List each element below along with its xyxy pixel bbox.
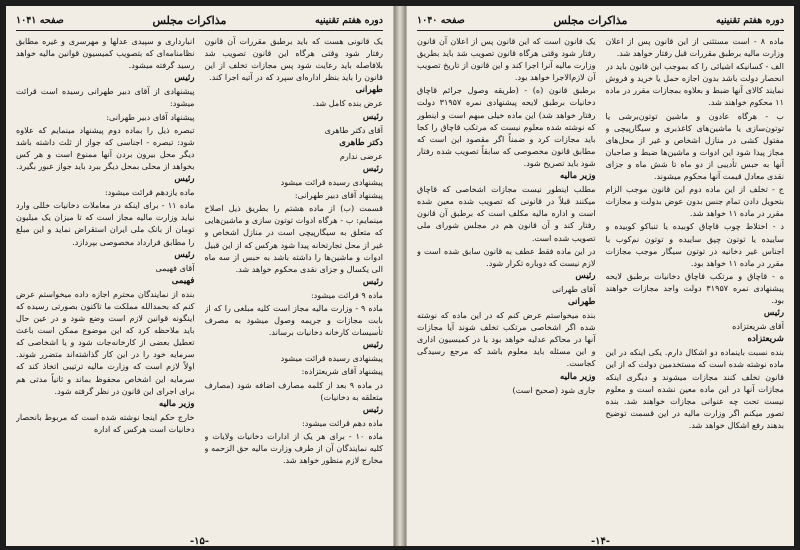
transcript-paragraph: عرضی ندارم (339, 150, 383, 161)
speaker-name: رئیس (763, 308, 784, 319)
transcript-paragraph: ماده ۱۰ - برای هر یک از ادارات دخانیات ولایات و کلیه نمایندگان آن از طرف وزارت مالیه حق الزحمه و مخارج لازم منظور خواهد شد. (204, 430, 383, 466)
left-page (6, 6, 394, 546)
transcript-paragraph: بنده از نمایندگان محترم اجازه داده میخواستم عرض کنم که بحمدالله مملکت ما تاکنون بصورتی رسیده که اینگونه قوانین لازم است وضع شود و در عین حال باید ملاحظه کرد که این موضوع ممکن است باعث تعطیل بعضی از کارخانه‌جات شود و یا اشخاصی که سرمایه خود را در این کار گذاشته‌اند متضرر شوند. اولاً لازم است که وزارت مالیه ترتیبی اتخاذ کند که سرمایه این اشخاص محفوظ بماند و ثانیاً مدتی هم برای اجرای این قانون در نظر گرفته شود. (16, 288, 195, 396)
page-footer-number: -۱۴- (590, 536, 611, 546)
transcript-paragraph: پیشنهادی رسیده قرائت میشود (280, 177, 383, 188)
transcript-paragraph: بنده میخواستم عرض کنم که در این ماده که نوشته شده اگر اشخاصی مرتکب تخلف شوند آیا مجازات آنها در محاکم عدلیه خواهد بود یا در کمیسیون اداری و این مسئله باید معلوم باشد که مرجع رسیدگی کجاست. (417, 310, 596, 369)
transcript-paragraph: پیشنهادی از آقای دبیر طهرانی رسیده است قرائت میشود: (16, 86, 195, 109)
journal-title: مذاکرات مجلس (152, 13, 227, 27)
speaker-name: وزیر مالیه (560, 171, 596, 182)
transcript-paragraph: ماده ۸ - است مستثنی از این قانون پس از اعلان وزارت مالیه برطبق مقررات قبل رفتار خواهد شد. (605, 36, 784, 59)
transcript-paragraph: در این ماده فقط عطف به قانون سابق شده است و لازم نیست که دوباره تکرار شود. (417, 245, 596, 268)
speaker-name: فهیمی (171, 275, 195, 286)
transcript-paragraph: پیشنهاد آقای دبیر طهرانی: (294, 190, 383, 201)
page-header (16, 12, 383, 31)
transcript-paragraph: پیشنهاد آقای شریعتزاده: (301, 366, 383, 377)
session-label: دوره هفتم تقنینیه (314, 14, 383, 26)
transcript-paragraph: پیشنهاد آقای دبیر طهرانی: (106, 111, 195, 122)
left-page-right-column (205, 35, 384, 535)
right-page-right-column (606, 35, 785, 535)
transcript-paragraph: ماده ۱۱ - برای اینکه در معاملات دخانیات خللی وارد نیاید وزارت مالیه مجاز است که تا میزان یک میلیون تومان از بانک ملی ایران استقراض نماید و این مبلغ را مطابق قرارداد مخصوصی بپردازد. (16, 200, 195, 247)
speaker-name: طهرانی (355, 85, 383, 96)
transcript-paragraph: ماده دهم قرائت میشود: (302, 417, 383, 428)
speaker-name: طهرانی (568, 296, 596, 307)
page-footer-number: -۱۵- (189, 536, 210, 546)
transcript-paragraph: آقای فهیمی (155, 262, 195, 273)
speaker-name: شریعتزاده (747, 334, 784, 345)
speaker-name: رئیس (174, 249, 195, 260)
right-page (406, 6, 794, 546)
page-header (417, 12, 784, 31)
transcript-paragraph: تبصره ذیل را بماده دوم پیشنهاد مینمایم که علاوه شود: تبصره - اجناسی که جواز از ثلث داشته باشد دیگر محل بیرون بردن آنها ممنوع است و هر کس بخواهد از محلی بمحل دیگر ببرد باید جواز عبور بگیرد. (16, 124, 195, 171)
transcript-paragraph: عرض بنده کامل شد. (312, 98, 383, 109)
speaker-name: رئیس (362, 111, 383, 122)
page-number-label: صفحه ۱۰۴۱ (16, 14, 64, 26)
speaker-name: رئیس (362, 163, 383, 174)
transcript-paragraph: ه - قاچاق و مرتکب قاچاق دخانیات برطبق لایحه پیشنهادی نمره ۳۱۹۵۷ دولت واجد مجازات خواهند بود. (605, 270, 784, 305)
transcript-paragraph: جاری شود (صحیح است) (512, 384, 596, 395)
transcript-paragraph: انبارداری و سپیدی عدلها و مهرسری و غیره مطابق نظامنامه‌ای که بتصویب کمیسیون قوانین مالیه خواهد رسید گرفته میشود. (16, 36, 195, 71)
transcript-paragraph: ماده ۹ - وزارت مالیه مجاز است کلیه مبلغی را که از بابت مجازات و جریمه وصول میشود به مصرف تأسیسات کارخانه دخانیات برساند. (204, 302, 383, 338)
speaker-name: رئیس (174, 73, 195, 84)
speaker-name: رئیس (362, 404, 383, 415)
transcript-paragraph: بنده نسبت باینماده دو اشکال دارم. یکی اینکه در این ماده نوشته شده است که مستخدمین دولت که از این قانون تخلف کنند مجازات میشوند و دیگری اینکه مجازات آنها در این ماده معین نشده است و معلوم نیست تحت چه عنوانی مجازات خواهند شد. بنده تصور میکنم اگر وزارت مالیه در این قسمت توضیح بدهند رفع اشکال خواهد شد. (605, 347, 784, 430)
journal-title: مذاکرات مجلس (553, 13, 628, 27)
speaker-name: رئیس (575, 270, 596, 281)
transcript-paragraph: برطبق قانون (ه) - (طریقه وصول جرائم قاچاق دخانیات برطبق لایحه پیشنهادی نمره ۳۱۹۵۷ دولت رفتار خواهد شد) این ماده خیلی مبهم است و اینطور که نوشته شده معلوم نیست که مرتکب قاچاق را کجا باید مجازات کرد و ضمناً اگر مقصود این است که مطابق قانون مخصوصی که سابقاً تصویب شده رفتار شود باید تصریح شود. (417, 85, 596, 168)
right-page-left-column (417, 35, 596, 535)
transcript-paragraph: آقای شریعتزاده (732, 321, 784, 332)
speaker-name: وزیر مالیه (159, 398, 195, 409)
left-page-left-column (16, 35, 195, 535)
transcript-paragraph: د - اختلاط چوب قاچاق کوبیده یا تنباکو کوبیده و ساییده یا توتون چپق ساییده و توتون نم‌کوب با اجناس غیر دخانیه در توتون سیگار موجب مجازات مقرر در ماده ۱۱ خواهد بود. (605, 221, 784, 268)
transcript-paragraph: آقای طهرانی (552, 283, 596, 294)
transcript-paragraph: ب - هرگاه عادون و ماشین توتون‌برشی یا توتون‌سازی یا ماشین‌های کاغذبری و سیگارپیچی و مفتول کشی در منازل اشخاص و غیر از محل‌های مجاز پیدا شود این ادوات و ماشین‌ها ضبط و صاحبان آنها به حبس تأدیبی از دو ماه تا شش ماه و جزای نقدی معادل قیمت آنها محکوم میشوند. (605, 110, 784, 182)
transcript-paragraph: قسمت (ب) از ماده هشتم را بطریق ذیل اصلاح مینمایم: ب - هرگاه ادوات توتون سازی و ماشین‌هایی که متعلق به سیگارپیچی است در منازل اشخاص و غیر از محل تجارتخانه پیدا شود هرکس که از این قبیل ادوات و ماشین‌ها را داشته باشد به حبس از سه ماه الی یکسال و جزای نقدی محکوم خواهد شد. (204, 203, 383, 274)
speaker-name: وزیر مالیه (560, 371, 596, 382)
transcript-paragraph: خارج حکم اینجا نوشته شده است که مربوط بانحصار دخانیات است هرکس که اداره (16, 411, 195, 434)
transcript-paragraph: ماده یازدهم قرائت میشود: (104, 187, 195, 198)
session-label: دوره هفتم تقنینیه (715, 14, 784, 26)
transcript-paragraph: الف - کسانیکه اشیائی را که بموجب این قانون باید در انحصار دولت باشد بدون اجازه حمل یا خرید و فروش نمایند کالای آنها ضبط و بعلاوه بمجازات مقرر در ماده ۱۱ محکوم خواهند شد. (605, 61, 784, 108)
transcript-paragraph: مطلب اینطور نیست مجازات اشخاصی که قاچاق میکنند قبلاً در قانونی که تصویب شده معین شده است و اداره مالیه مکلف است که برطبق آن قانون رفتار کند و آن قانون هم در مجلس شورای ملی تصویب شده است. (417, 184, 596, 243)
transcript-paragraph: یک قانونی هست که باید برطبق مقررات آن قانون رفتار شود وقتی هرگاه این قانون تصویب شد بلافاصله باید رعایت شود پس مجازات تخلف از این قانون را باید بنظر اداره‌ای سپرد که در آتیه اجرا کند. (204, 36, 383, 83)
book-gutter (394, 6, 406, 546)
transcript-paragraph: ماده ۹ قرائت میشود: (310, 289, 383, 300)
transcript-paragraph: آقای دکتر طاهری (324, 124, 383, 135)
speaker-name: رئیس (362, 276, 383, 287)
transcript-paragraph: پیشنهادی رسیده قرائت میشود (280, 353, 383, 364)
transcript-paragraph: در ماده ۹ بعد از کلمه مصارف اضافه شود (مصارف متعلقه به دخانیات) (204, 379, 383, 402)
speaker-name: رئیس (174, 174, 195, 185)
speaker-name: دکتر طاهری (339, 137, 383, 148)
transcript-paragraph: ج - تخلف از این ماده دوم این قانون موجب الزام بتحویل دادن تمام جنس بدون عوض بدولت و مجازات مقرر در ماده ۱۱ خواهد شد. (605, 184, 784, 219)
page-number-label: صفحه ۱۰۴۰ (417, 14, 465, 26)
transcript-paragraph: یک قانون است که این قانون پس از اعلان آن قانون رفتار شود وقتی هرگاه قانون تصویب شد باید بطریق وزارت مالیه آنرا اجرا کند و این قانون از تاریخ تصویب آن لازم‌الاجرا خواهد بود. (417, 36, 596, 83)
speaker-name: رئیس (362, 340, 383, 351)
